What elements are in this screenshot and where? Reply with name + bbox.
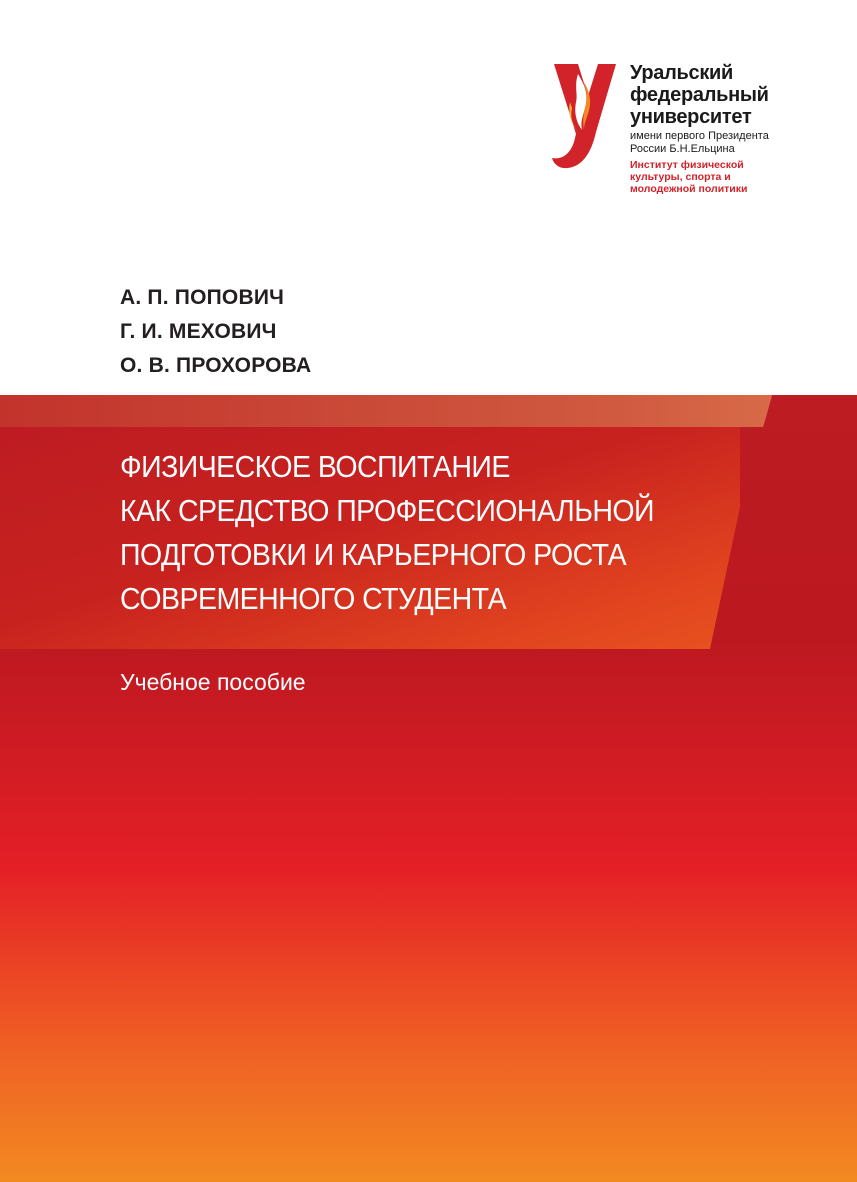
- university-logo-icon: [548, 62, 618, 172]
- logo-institute-line-2: культуры, спорта и: [630, 171, 731, 183]
- book-subtitle: Учебное пособие: [120, 669, 306, 695]
- university-logo-text: [630, 62, 850, 195]
- logo-institute-line-3: молодежной политики: [630, 183, 748, 195]
- logo-institute: [630, 159, 850, 195]
- book-title: [120, 445, 760, 621]
- logo-title-line-2: федеральный: [630, 84, 769, 106]
- logo-subtitle-line-1: имени первого Президента: [630, 130, 769, 142]
- logo-subtitle-line-2: России Б.Н.Ельцина: [630, 143, 735, 155]
- logo-title-line-3: университет: [630, 106, 752, 128]
- title-line-4: СОВРЕМЕННОГО СТУДЕНТА: [120, 581, 507, 616]
- logo-institute-line-1: Институт физической: [630, 159, 744, 171]
- author-list: [120, 281, 311, 383]
- author-2: Г. И. МЕХОВИЧ: [120, 320, 277, 343]
- author-1: А. П. ПОПОВИЧ: [120, 286, 285, 309]
- logo-title-line-1: Уральский: [630, 62, 734, 84]
- title-line-2: КАК СРЕДСТВО ПРОФЕССИОНАЛЬНОЙ: [120, 493, 655, 528]
- cover-top-stripe: [0, 395, 857, 427]
- title-line-3: ПОДГОТОВКИ И КАРЬЕРНОГО РОСТА: [120, 537, 627, 572]
- logo-subtitle: [630, 130, 850, 156]
- title-line-1: ФИЗИЧЕСКОЕ ВОСПИТАНИЕ: [120, 449, 510, 484]
- author-3: О. В. ПРОХОРОВА: [120, 354, 312, 377]
